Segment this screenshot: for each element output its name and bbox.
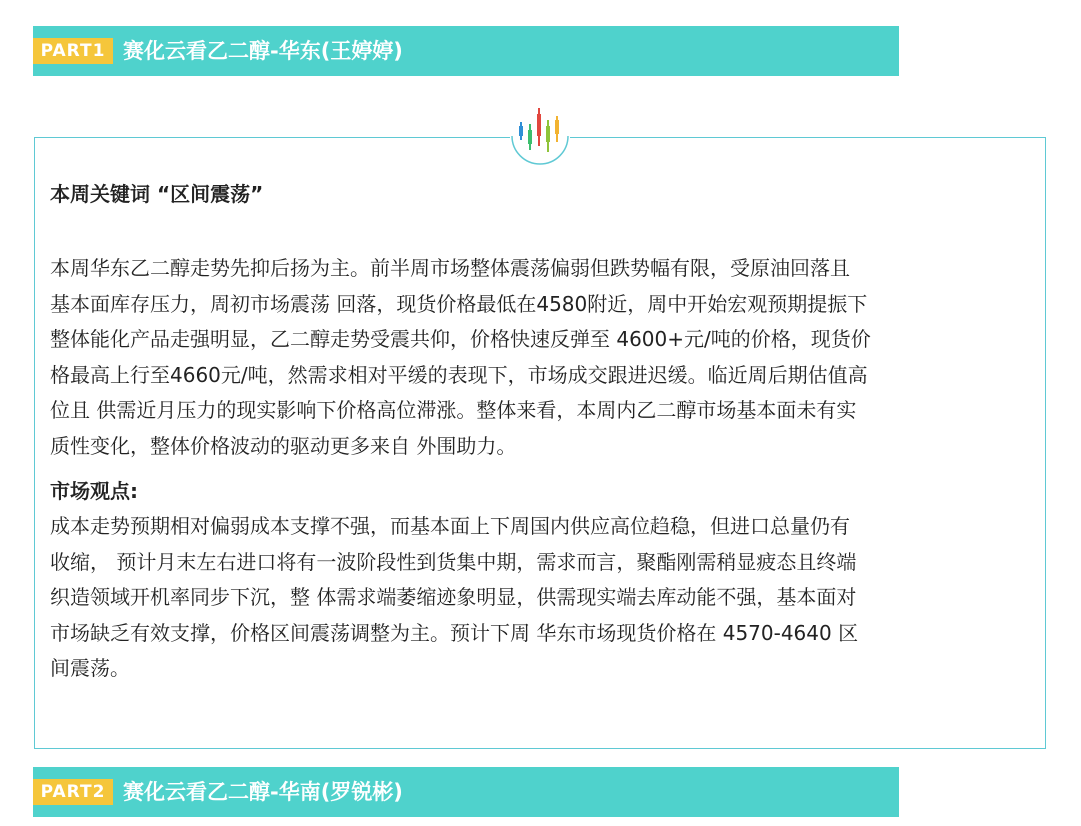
paragraph-line: 织造领域开机率同步下沉，整 体需求端萎缩迹象明显，供需现实端去库动能不强，基本面对 <box>50 585 857 609</box>
market-view-paragraph <box>50 509 1040 687</box>
paragraph-line: 整体能化产品走强明显，乙二醇走势受震共仰，价格快速反弹至 4600+元/吨的价格，现货价 <box>50 327 871 351</box>
paragraph-line: 本周华东乙二醇走势先抑后扬为主。前半周市场整体震荡偏弱但跌势幅有限，受原油回落且 <box>50 256 850 280</box>
part2-banner <box>33 767 899 817</box>
paragraph-line: 间震荡。 <box>50 656 130 680</box>
market-view-heading: 市场观点: <box>50 479 138 503</box>
part2-badge: PART2 <box>33 779 113 805</box>
summary-paragraph <box>50 251 1040 464</box>
part1-banner <box>33 26 899 76</box>
paragraph-line: 格最高上行至4660元/吨，然需求相对平缓的表现下，市场成交跟进迟缓。临近周后期估值高 <box>50 362 868 387</box>
part1-badge: PART1 <box>33 38 113 64</box>
paragraph-line: 收缩， 预计月末左右进口将有一波阶段性到货集中期，需求而言，聚酯刚需稍显疲态且终端 <box>50 549 857 574</box>
paragraph-line: 位且 供需近月压力的现实影响下价格高位滞涨。整体来看，本周内乙二醇市场基本面未有实 <box>50 398 857 422</box>
keyword-heading: 本周关键词 “区间震荡” <box>50 182 264 206</box>
candlestick-chart-icon <box>508 100 572 168</box>
part2-title: 赛化云看乙二醇-华南(罗锐彬) <box>123 780 403 804</box>
part1-title: 赛化云看乙二醇-华东(王婷婷) <box>123 39 403 63</box>
article-body <box>50 174 1040 687</box>
paragraph-line: 市场缺乏有效支撑，价格区间震荡调整为主。预计下周 华东市场现货价格在 4570-4640 区 <box>50 620 859 645</box>
paragraph-line: 质性变化，整体价格波动的驱动更多来自 外围助力。 <box>50 433 517 458</box>
paragraph-line: 成本走势预期相对偏弱成本支撑不强，而基本面上下周国内供应高位趋稳，但进口总量仍有 <box>50 514 850 538</box>
paragraph-line: 基本面库存压力，周初市场震荡 回落，现货价格最低在4580附近，周中开始宏观预期提振下 <box>50 291 868 316</box>
